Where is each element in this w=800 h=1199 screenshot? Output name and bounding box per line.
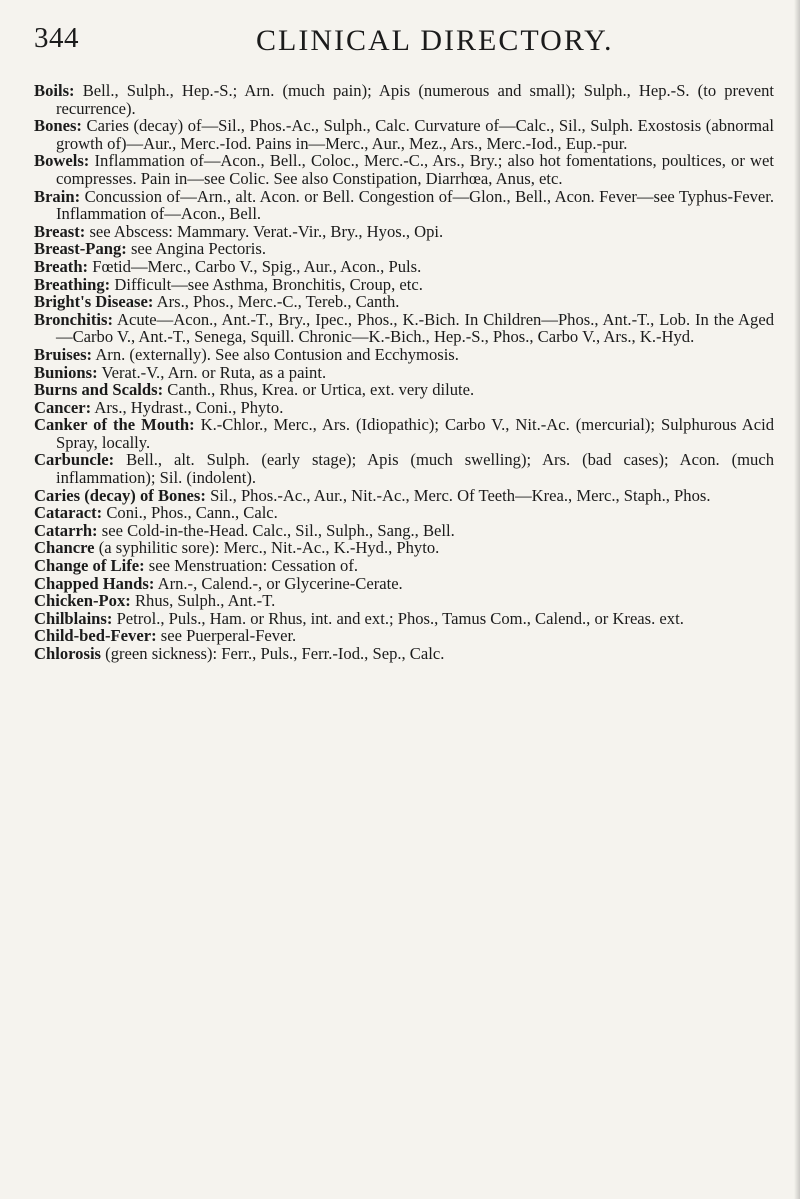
entry [34,364,774,382]
entry-term: Cataract: [34,503,103,523]
page-edge-shadow [794,0,800,1199]
entry-text: Concussion of—Arn., alt. Acon. or Bell. Congestion of—Glon., Bell., Acon. Fever—see Typhus-Fever. Inflammation of—Acon., Bell. [56,186,774,224]
entry-text: (green sickness): Ferr., Puls., Ferr.-Iod., Sep., Calc. [105,644,445,663]
entry-term: Bowels: [34,151,90,171]
entry-term: Bronchitis: [34,309,113,329]
entry [34,610,774,628]
entry-term: Boils: [34,81,75,100]
entry-text: Acute—Acon., Ant.-T., Bry., Ipec., Phos., K.-Bich. In Children—Phos., Ant.-T., Lob. In the Aged—Carbo V., Ant.-T., Senega, Squill. Chronic—K.-Bich., Hep.-S., Phos., Carbo V., Ars., K.-Hyd. [56,309,774,347]
entry-text: K.-Chlor., Merc., Ars. (Idiopathic); Carbo V., Nit.-Ac. (mercurial); Sulphurous Acid Spray, locally. [56,415,774,452]
entry-term: Chicken-Pox: [34,591,131,611]
entry [34,381,774,399]
entry [34,504,774,522]
entry-term: Catarrh: [34,520,98,540]
entry [34,522,774,540]
entry-text: Verat.-V., Arn. or Ruta, as a paint. [101,362,327,382]
entry [34,152,774,187]
entry [34,82,774,117]
entry-term: Carbuncle: [34,450,115,470]
entry [34,451,774,486]
entry-term: Child-bed-Fever: [34,626,157,646]
entry-text: (a syphilitic sore): Merc., Nit.-Ac., K.-Hyd., Phyto. [98,538,440,558]
entry [34,276,774,294]
entry-term: Canker of the Mouth: [34,415,195,435]
entry-text: see Menstruation: Cessation of. [148,556,359,576]
entry [34,223,774,241]
entry-list [34,82,774,663]
entry-text: Bell., Sulph., Hep.-S.; Arn. (much pain); Apis (numerous and small); Sulph., Hep.-S. (to prevent recurrence). [56,81,774,118]
entry [34,258,774,276]
page-number: 344 [34,22,79,54]
entry [34,399,774,417]
entry-text: see Angina Pectoris. [130,239,266,259]
entry [34,645,774,663]
entry [34,592,774,610]
entry-text: see Cold-in-the-Head. Calc., Sil., Sulph., Sang., Bell. [101,520,455,540]
entry-term: Chapped Hands: [34,573,155,593]
entry [34,293,774,311]
entry-text: see Puerperal-Fever. [160,626,297,646]
entry-term: Burns and Scalds: [34,380,164,400]
entry-term: Brain: [34,186,81,206]
entry-text: Difficult—see Asthma, Bronchitis, Croup, etc. [114,274,423,294]
running-head: CLINICAL DIRECTORY. [256,24,614,57]
entry-text: Ars., Phos., Merc.-C., Tereb., Canth. [156,292,400,312]
entry-text: Arn.-, Calend.-, or Glycerine-Cerate. [157,573,403,593]
entry [34,188,774,223]
entry [34,575,774,593]
entry-text: Sil., Phos.-Ac., Aur., Nit.-Ac., Merc. Of Teeth—Krea., Merc., Staph., Phos. [210,485,711,505]
entry [34,240,774,258]
entry [34,117,774,152]
entry-term: Chlorosis [34,644,102,663]
entry-text: Ars., Hydrast., Coni., Phyto. [94,397,284,417]
entry [34,539,774,557]
entry-text: Inflammation of—Acon., Bell., Coloc., Merc.-C., Ars., Bry.; also hot fomentations, poultices, or wet compresses. Pain in—see Colic. See also Constipation, Diarrhœa, Anus, etc. [56,151,775,188]
entry [34,627,774,645]
entry-text: Rhus, Sulph., Ant.-T. [134,591,276,611]
entry [34,416,774,451]
entry-term: Bunions: [34,362,98,382]
entry [34,557,774,575]
entry [34,487,774,505]
entry-term: Chancre [34,538,95,558]
entry-term: Bright's Disease: [34,292,154,312]
entry-text: Bell., alt. Sulph. (early stage); Apis (much swelling); Ars. (bad cases); Acon. (much inflammation); Sil. (indolent). [56,450,774,488]
entry-term: Change of Life: [34,556,145,576]
entry-text: Caries (decay) of—Sil., Phos.-Ac., Sulph., Calc. Curvature of—Calc., Sil., Sulph. Exostosis (abnormal growth of)—Aur., Merc.-Iod. Pains in—Merc., Aur., Mez., Ars., Merc.-Iod., Eup.-pur. [56,116,774,153]
entry-term: Cancer: [34,397,92,417]
entry-text: Arn. (externally). See also Contusion and Ecchymosis. [95,344,459,364]
entry-term: Breast-Pang: [34,239,127,259]
entry-text: see Abscess: Mammary. Verat.-Vir., Bry., Hyos., Opi. [89,221,444,241]
entry-term: Bones: [34,116,82,136]
entry-term: Caries (decay) of Bones: [34,485,206,505]
entry-term: Breathing: [34,274,111,294]
entry [34,346,774,364]
entry-text: Petrol., Puls., Ham. or Rhus, int. and ext.; Phos., Tamus Com., Calend., or Kreas. ext. [116,608,684,628]
entry-term: Breath: [34,256,89,276]
entry-text: Fœtid—Merc., Carbo V., Spig., Aur., Acon., Puls. [92,256,422,276]
entry-term: Breast: [34,221,86,241]
entry [34,311,774,346]
entry-term: Bruises: [34,344,93,364]
entry-term: Chilblains: [34,608,113,628]
entry-text: Coni., Phos., Cann., Calc. [106,503,278,523]
entry-text: Canth., Rhus, Krea. or Urtica, ext. very dilute. [167,380,475,400]
